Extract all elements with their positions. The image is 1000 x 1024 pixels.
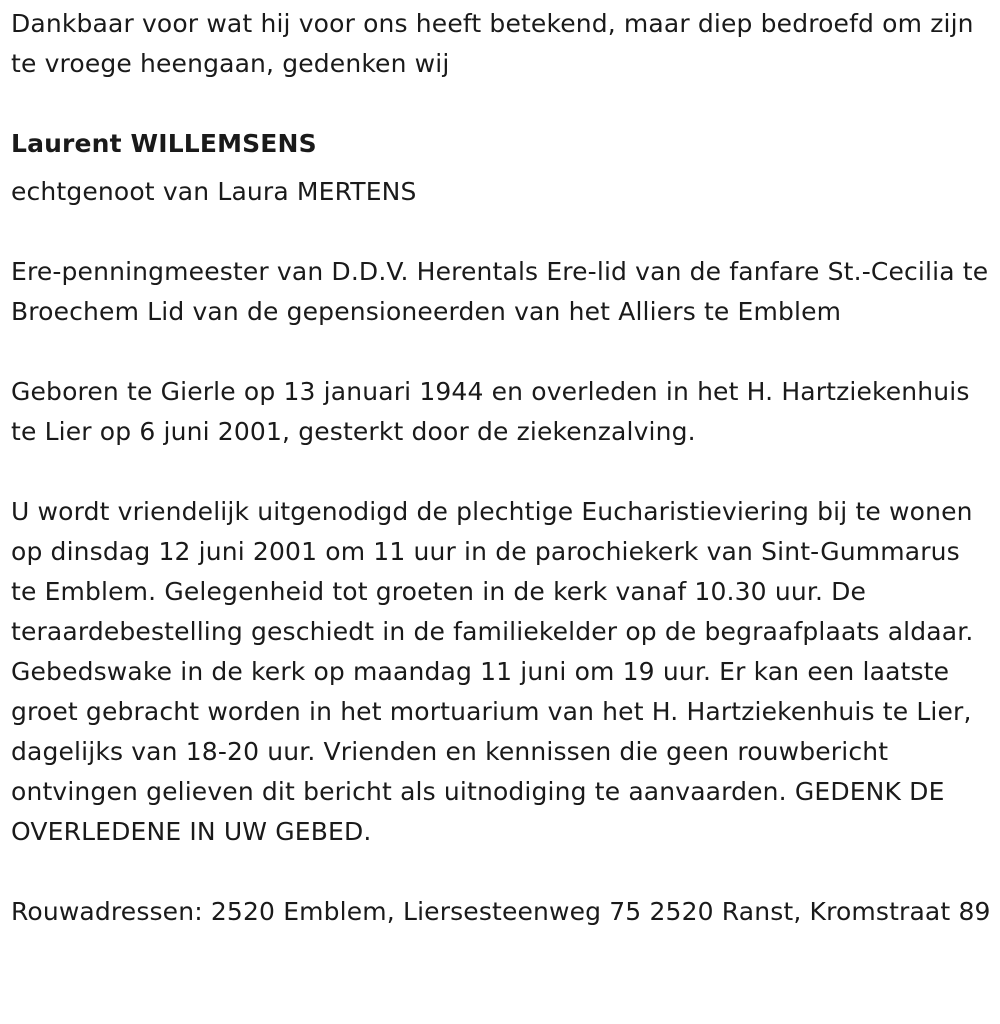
spacer xyxy=(11,332,991,372)
spacer xyxy=(11,212,991,252)
deceased-name: Laurent WILLEMSENS xyxy=(11,129,317,158)
functions-paragraph: Ere-penningmeester van D.D.V. Herentals Ere-lid van de fanfare St.-Cecilia te Broechem Lid van de gepensioneerden van het Alliers te Emblem xyxy=(11,257,989,326)
addresses-paragraph: Rouwadressen: 2520 Emblem, Liersesteenweg 75 2520 Ranst, Kromstraat 89 xyxy=(11,897,991,926)
invitation-paragraph: U wordt vriendelijk uitgenodigd de plechtige Eucharistieviering bij te wonen op dinsdag 12 juni 2001 om 11 uur in de parochiekerk van Sint-Gummarus te Emblem. Gelegenheid tot groeten in de kerk vanaf 10.30 uur. De teraardebestelling geschiedt in de familiekelder op de begraafplaats aldaar. Gebedswake in de kerk op maandag 11 juni om 19 uur. Er kan een laatste groet gebracht worden in het mortuarium van het H. Hartziekenhuis te Lier, dagelijks van 18-20 uur. Vrienden en kennissen die geen rouwbericht ontvingen gelieven dit bericht als uitnodiging te aanvaarden. GEDENK DE OVERLEDENE IN UW GEBED. xyxy=(11,497,974,846)
intro-paragraph: Dankbaar voor wat hij voor ons heeft betekend, maar diep bedroefd om zijn te vroege heengaan, gedenken wij xyxy=(11,9,974,78)
spacer xyxy=(11,852,991,892)
spouse-line: echtgenoot van Laura MERTENS xyxy=(11,177,417,206)
obituary-notice xyxy=(11,4,991,932)
spacer xyxy=(11,452,991,492)
spacer xyxy=(11,84,991,124)
birth-death-paragraph: Geboren te Gierle op 13 januari 1944 en overleden in het H. Hartziekenhuis te Lier op 6 juni 2001, gesterkt door de ziekenzalving. xyxy=(11,377,970,446)
